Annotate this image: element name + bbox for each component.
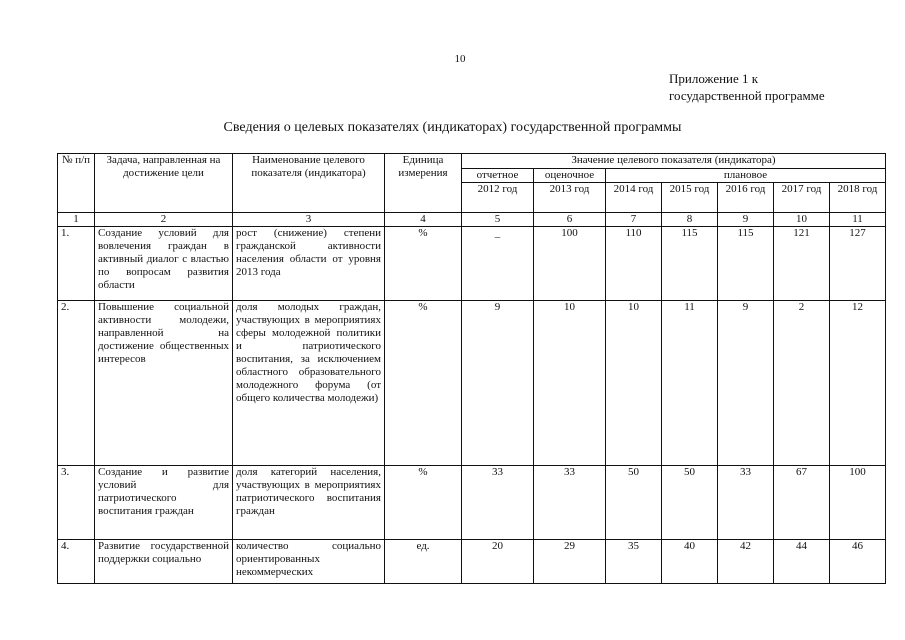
row-value-2017: 121 <box>774 227 830 301</box>
row-value-2018: 46 <box>830 540 886 584</box>
row-indicator: количество социально ориентированных некоммерческих <box>233 540 385 584</box>
document-title: Сведения о целевых показателях (индикаторах) государственной программы <box>223 120 682 135</box>
row-value-2012: _ <box>462 227 534 301</box>
table-row <box>58 466 886 540</box>
table-row <box>58 540 886 584</box>
row-value-2012: 33 <box>462 466 534 540</box>
table-row <box>58 301 886 466</box>
col-number: 5 <box>462 213 534 227</box>
header-value: Значение целевого показателя (индикатора) <box>462 154 886 169</box>
appendix-note <box>669 70 869 104</box>
row-value-2013: 33 <box>534 466 606 540</box>
row-num: 4. <box>58 540 95 584</box>
row-unit: ед. <box>385 540 462 584</box>
row-value-2013: 100 <box>534 227 606 301</box>
header-year-2014: 2014 год <box>606 183 662 213</box>
row-task: Создание условий для вовлечения граждан в активный диалог с властью по вопросам развития области <box>95 227 233 301</box>
row-value-2016: 115 <box>718 227 774 301</box>
col-number: 1 <box>58 213 95 227</box>
row-value-2015: 40 <box>662 540 718 584</box>
header-task: Задача, направленная на достижение цели <box>95 154 233 213</box>
row-value-2014: 10 <box>606 301 662 466</box>
appendix-line-2: государственной программе <box>669 88 825 103</box>
row-task: Повышение социальной активности молодежи, направленной на достижение общественных интересов <box>95 301 233 466</box>
col-number: 4 <box>385 213 462 227</box>
col-number: 11 <box>830 213 886 227</box>
row-value-2017: 67 <box>774 466 830 540</box>
header-year-2012: 2012 год <box>462 183 534 213</box>
indicators-table <box>57 153 886 584</box>
row-value-2018: 100 <box>830 466 886 540</box>
row-value-2016: 42 <box>718 540 774 584</box>
row-value-2017: 2 <box>774 301 830 466</box>
header-reported: отчетное <box>462 169 534 183</box>
row-task: Развитие государственной поддержки социально <box>95 540 233 584</box>
header-num: № п/п <box>58 154 95 213</box>
row-task: Создание и развитие условий для патриотического воспитания граждан <box>95 466 233 540</box>
row-value-2014: 35 <box>606 540 662 584</box>
row-value-2018: 12 <box>830 301 886 466</box>
row-num: 2. <box>58 301 95 466</box>
header-unit: Единица измерения <box>385 154 462 213</box>
row-num: 1. <box>58 227 95 301</box>
col-number: 8 <box>662 213 718 227</box>
row-value-2015: 50 <box>662 466 718 540</box>
col-number: 2 <box>95 213 233 227</box>
row-unit: % <box>385 227 462 301</box>
col-number: 6 <box>534 213 606 227</box>
row-value-2016: 33 <box>718 466 774 540</box>
header-year-2016: 2016 год <box>718 183 774 213</box>
row-value-2015: 11 <box>662 301 718 466</box>
row-unit: % <box>385 301 462 466</box>
col-number: 3 <box>233 213 385 227</box>
column-numbers-row <box>58 213 886 227</box>
header-year-2017: 2017 год <box>774 183 830 213</box>
row-unit: % <box>385 466 462 540</box>
table-row <box>58 227 886 301</box>
row-value-2016: 9 <box>718 301 774 466</box>
row-value-2012: 9 <box>462 301 534 466</box>
row-value-2014: 50 <box>606 466 662 540</box>
header-year-2015: 2015 год <box>662 183 718 213</box>
row-indicator: доля молодых граждан, участвующих в мероприятиях сферы молодежной политики и патриотического воспитания, за исключением областного образовательного молодежного форума (от общего количества молодежи) <box>233 301 385 466</box>
row-value-2014: 110 <box>606 227 662 301</box>
row-num: 3. <box>58 466 95 540</box>
header-indicator: Наименование целевого показателя (индикатора) <box>233 154 385 213</box>
col-number: 10 <box>774 213 830 227</box>
row-value-2012: 20 <box>462 540 534 584</box>
row-value-2018: 127 <box>830 227 886 301</box>
row-value-2015: 115 <box>662 227 718 301</box>
row-indicator: доля категорий населения, участвующих в мероприятиях патриотического воспитания граждан <box>233 466 385 540</box>
col-number: 7 <box>606 213 662 227</box>
header-year-2018: 2018 год <box>830 183 886 213</box>
header-estimated: оценочное <box>534 169 606 183</box>
page-number: 10 <box>454 53 466 65</box>
col-number: 9 <box>718 213 774 227</box>
row-indicator: рост (снижение) степени гражданской активности населения области от уровня 2013 года <box>233 227 385 301</box>
row-value-2013: 29 <box>534 540 606 584</box>
appendix-line-1: Приложение 1 к <box>669 71 759 86</box>
header-planned: плановое <box>606 169 886 183</box>
header-year-2013: 2013 год <box>534 183 606 213</box>
row-value-2013: 10 <box>534 301 606 466</box>
row-value-2017: 44 <box>774 540 830 584</box>
